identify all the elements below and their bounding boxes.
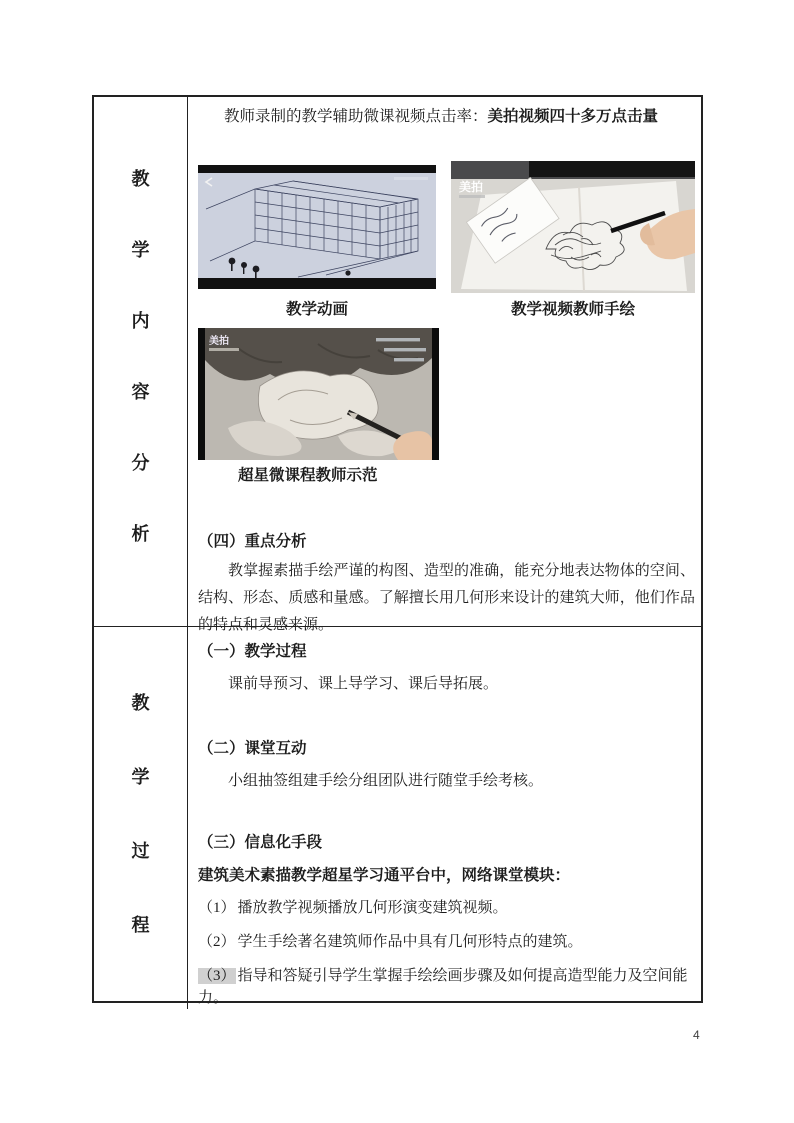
item-text: 播放教学视频播放几何形演变建筑视频。: [237, 900, 508, 916]
item-text: 学生手绘著名建筑师作品中具有几何形特点的建筑。: [237, 934, 583, 950]
teaching-process-cell: [188, 627, 701, 1009]
meipai-watermark: 美拍: [459, 180, 484, 194]
hand-drawing-illustration: [451, 161, 695, 293]
row-header-teaching-content-analysis: [94, 97, 188, 627]
class-interaction-text: 小组抽签组建手绘分组团队进行随堂手绘考核。: [228, 773, 544, 789]
header-char: 容: [131, 382, 150, 402]
clickrate-title: [224, 104, 658, 126]
it-method-item-3: [198, 965, 689, 1009]
video-thumbnail-hand-drawing: [451, 161, 695, 293]
header-char: 学: [131, 240, 150, 260]
platform-lead-text: 建筑美术素描教学超星学习通平台中，网络课堂模块：: [198, 867, 571, 884]
header-char: 过: [131, 841, 150, 861]
meipai-watermark: 美拍: [209, 336, 229, 347]
caption-teaching-animation: 教学动画: [285, 301, 348, 318]
teaching-process-text: 课前导预习、课上导学习、课后导拓展。: [228, 676, 499, 692]
item-number: （1）: [198, 900, 236, 916]
section-heading-it-methods: （三）信息化手段: [198, 834, 323, 851]
header-char: 程: [131, 915, 150, 935]
item-text: 指导和答疑引导学生掌握手绘绘画步骤及如何提高造型能力及空间能力。: [198, 968, 688, 1006]
clickrate-title-bold: 美拍视频四十多万点击量: [487, 108, 659, 125]
it-method-item-1: [198, 897, 689, 919]
header-char: 析: [131, 524, 150, 544]
item-number-highlighted: （3）: [198, 968, 236, 984]
header-char: 教: [131, 169, 150, 189]
header-char: 内: [131, 311, 150, 331]
section-heading-key-point-analysis: （四）重点分析: [198, 533, 307, 550]
pencil-sketch-illustration: [198, 328, 439, 460]
section-heading-teaching-process: （一）教学过程: [198, 643, 307, 660]
page-number: 4: [693, 1028, 700, 1042]
section-heading-class-interaction: （二）课堂互动: [198, 740, 307, 757]
video-thumbnail-teaching-animation: [198, 165, 436, 289]
key-point-analysis-paragraph: 教掌握素描手绘严谨的构图、造型的准确，能充分地表达物体的空间、结构、形态、质感和量感。了解擅长用几何形来设计的建筑大师，他们作品的特点和灵感来源。: [198, 563, 695, 633]
header-char: 学: [131, 767, 150, 787]
it-method-item-2: [198, 931, 689, 953]
teaching-content-cell: [188, 97, 701, 633]
row-header-teaching-process: [94, 627, 188, 1009]
lesson-plan-table: [92, 95, 703, 1006]
video-thumbnail-chaoxing-demo: [198, 328, 439, 460]
caption-chaoxing-demo: 超星微课程教师示范: [238, 467, 378, 484]
wireframe-building-illustration: [198, 165, 436, 289]
item-number: （2）: [198, 934, 236, 950]
header-char: 教: [131, 693, 150, 713]
clickrate-title-normal: 教师录制的教学辅助微课视频点击率：: [224, 108, 488, 125]
header-char: 分: [131, 453, 150, 473]
caption-hand-drawing: 教学视频教师手绘: [510, 301, 635, 318]
